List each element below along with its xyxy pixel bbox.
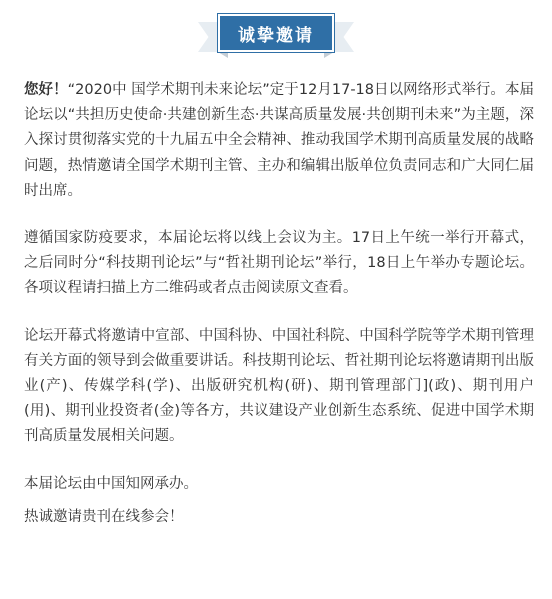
paragraph-intro — [24, 78, 534, 204]
banner-box — [218, 14, 334, 52]
paragraph-invitation: 热诚邀请贵刊在线参会！ — [24, 508, 184, 525]
header-banner — [0, 12, 552, 62]
banner-title: 诚挚邀请 — [238, 25, 314, 46]
ribbon-left-fold — [218, 52, 228, 58]
ribbon-right-fold — [324, 52, 334, 58]
greeting-text: 您好！ — [24, 82, 68, 98]
paragraph-speakers: 论坛开幕式将邀请中宣部、中国科协、中国社科院、中国科学院等学术期刊管理有关方面的领导到会做重要讲话。科技期刊论坛、哲社期刊论坛将邀请期刊出版业(产)、传媒学科(学)、出版研究机构(研)、期刊管理部门](政)、期刊用户(用)、期刊业投资者(金)等各方，共议建设产业创新生态系统、促进中国学术期刊高质量发展相关问题。 — [24, 327, 534, 445]
paragraph-schedule: 遵循国家防疫要求，本届论坛将以线上会议为主。17日上午统一举行开幕式，之后同时分“科技期刊论坛”与“哲社期刊论坛”举行，18日上午举办专题论坛。各项议程请扫描上方二维码或者点击阅读原文查看。 — [24, 230, 534, 297]
article-body — [24, 78, 534, 552]
paragraph-intro-text: “2020中 国学术期刊未来论坛”定于12月17-18日以网络形式举行。本届论坛以“共担历史使命·共建创新生态·共谋高质量发展·共创期刊未来”为主题，深入探讨贯彻落实党的十九届五中全会精神、推动我国学术期刊高质量发展的战略问题，热情邀请全国学术期刊主管、主办和编辑出版单位负责同志和广大同仁届时出席。 — [24, 82, 534, 199]
paragraph-host: 本届论坛由中国知网承办。 — [24, 475, 198, 492]
